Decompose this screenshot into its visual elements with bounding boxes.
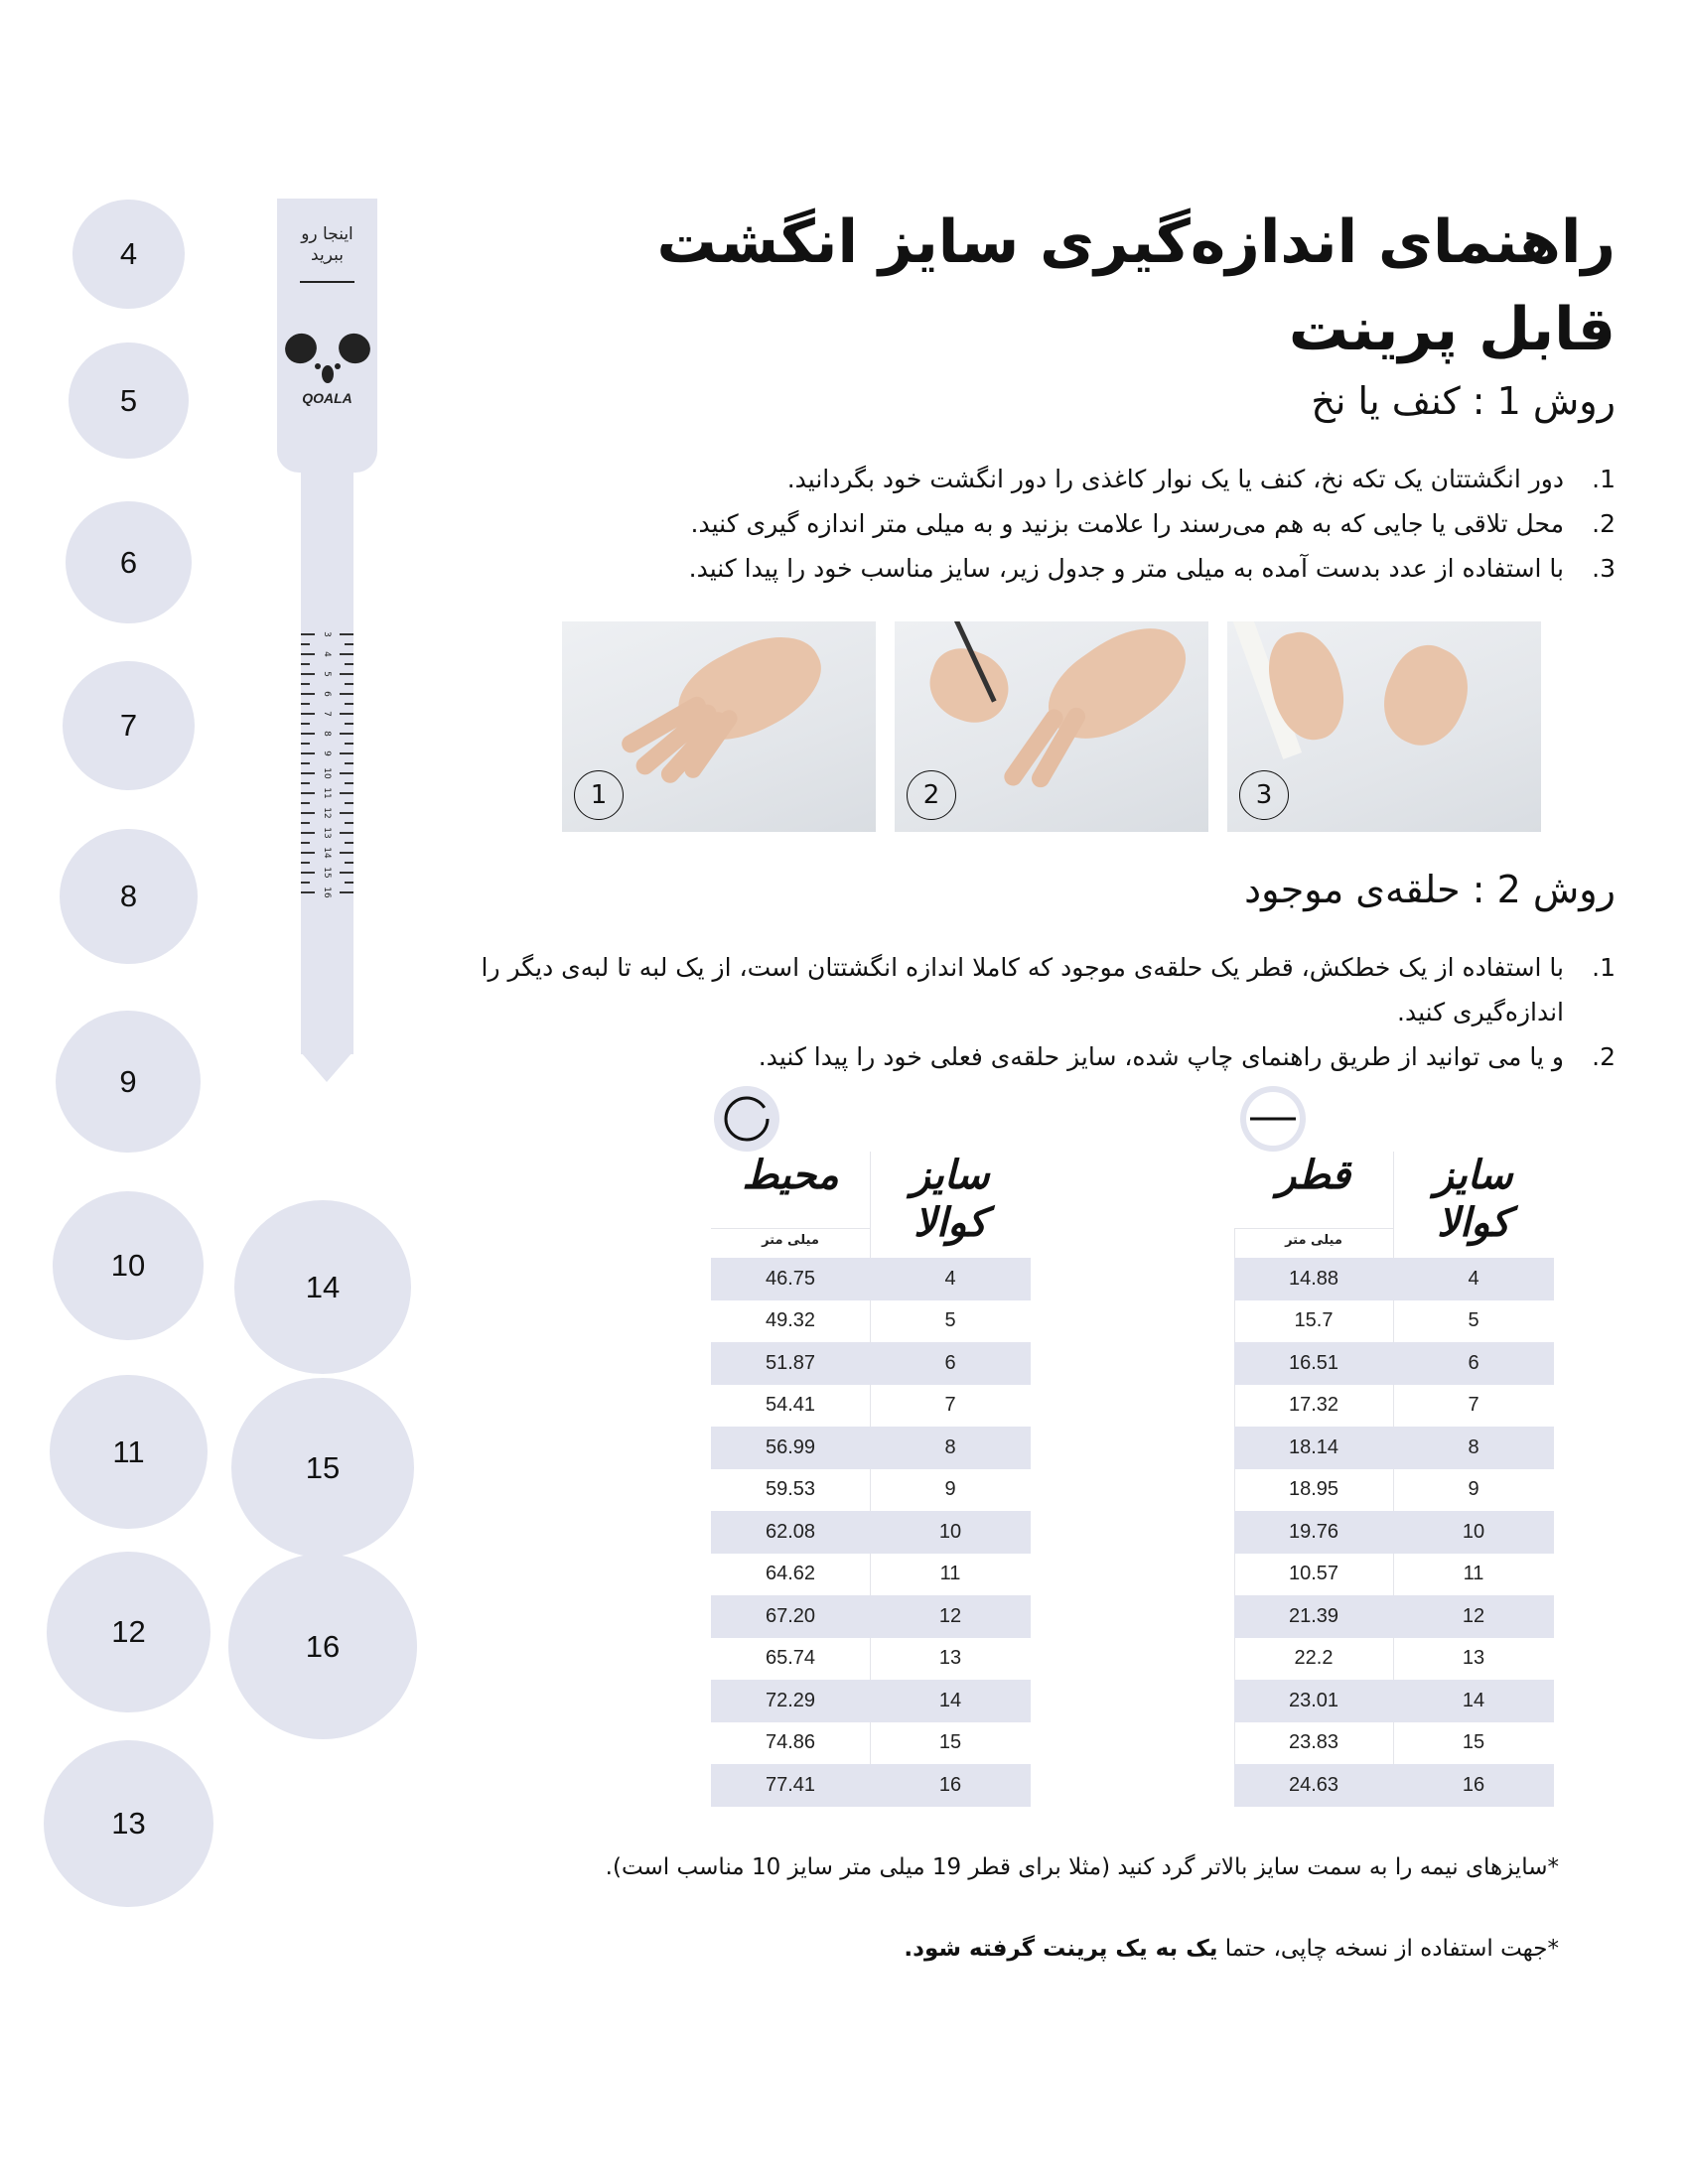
table-row [711,1638,1031,1681]
unit-label: میلی متر [762,1233,819,1248]
ring-circle-16 [228,1554,417,1739]
cell-size: 13 [938,1647,962,1670]
table-row [1234,1595,1554,1638]
cell-value: 49.32 [765,1309,816,1332]
cell-value: 74.86 [765,1731,816,1754]
ring-circle-14 [234,1200,411,1374]
column-header-diameter: قطر [1276,1153,1350,1198]
ring-circle-label: 5 [119,382,138,418]
koala-logo-icon [284,331,371,388]
step-text: و یا می توانید از طریق راهنمای چاپ شده، سایز حلقه‌ی فعلی خود را پیدا کنید. [758,1042,1564,1071]
scale-mark: 12 [322,807,332,819]
page-title [656,199,1616,373]
step-number: 1. [1592,953,1616,982]
ring-circle-label: 13 [111,1806,146,1841]
ring-circle-5 [69,342,189,459]
cell-size: 11 [1463,1563,1484,1585]
step-item [523,457,1616,501]
ring-circle-label: 9 [119,1063,137,1099]
cell-size: 15 [938,1731,962,1754]
step-item [464,1034,1616,1079]
table-row [1234,1427,1554,1469]
cell-value: 54.41 [765,1394,816,1417]
cell-value: 21.39 [1288,1604,1339,1627]
table-row [1234,1342,1554,1385]
step-text: دور انگشتتان یک تکه نخ، کنف یا یک نوار کاغذی را دور انگشت خود بگردانید. [786,465,1564,493]
cell-size: 9 [944,1478,956,1501]
cell-size: 4 [944,1267,956,1290]
table-row [1234,1300,1554,1343]
ring-circle-6 [66,501,192,623]
scale-mark: 9 [322,751,332,756]
cell-size: 10 [938,1520,962,1543]
step-item [464,945,1616,1034]
scale-mark: 6 [322,691,332,697]
scale-mark: 7 [322,711,332,717]
method1-steps [523,457,1616,591]
ring-circle-9 [56,1011,201,1153]
unit-label: میلی متر [1285,1233,1342,1248]
cell-size: 10 [1462,1520,1485,1543]
ring-circle-label: 12 [111,1614,146,1649]
cell-value: 56.99 [765,1435,816,1458]
step-text: با استفاده از عدد بدست آمده به میلی متر و جدول زیر، سایز مناسب خود را پیدا کنید. [688,554,1564,583]
print-note-prefix: *جهت استفاده از نسخه چاپی، حتما [1217,1936,1559,1962]
header-line: سایز [1434,1153,1513,1198]
cell-value: 67.20 [765,1604,816,1627]
cell-size: 7 [944,1394,956,1417]
table-row [711,1427,1031,1469]
step-number: 1. [1592,465,1616,493]
table-row [1234,1258,1554,1300]
ring-circle-8 [60,829,198,964]
ring-circle-13 [44,1740,213,1907]
table-row [711,1300,1031,1343]
ring-circle-11 [50,1375,208,1529]
table-row [1234,1554,1554,1596]
column-header-size [1393,1152,1554,1247]
step-number: 2. [1592,509,1616,538]
method1-heading: روش 1 : کنف یا نخ [1311,379,1616,423]
cell-value: 72.29 [765,1689,816,1711]
header-line: کوالا [914,1200,987,1246]
cell-size: 8 [1468,1435,1479,1458]
ring-circle-4 [72,200,185,309]
table-row [711,1764,1031,1807]
cell-value: 23.83 [1288,1731,1339,1754]
header-line: سایز [911,1153,990,1198]
table-row [711,1342,1031,1385]
cell-value: 46.75 [765,1267,816,1290]
step-text: با استفاده از یک خطکش، قطر یک حلقه‌ی موجود که کاملا اندازه انگشتتان است، از یک لبه تا لبه‌ی دیگر را اندازه‌گیری کنید. [481,953,1564,1026]
scale-mark: 11 [322,787,332,799]
cell-value: 23.01 [1288,1689,1339,1711]
step-photo-2 [895,621,1208,832]
cell-value: 10.57 [1288,1563,1339,1585]
scale-mark: 8 [322,731,332,737]
cell-size: 11 [939,1563,961,1585]
table-row [1234,1680,1554,1722]
cell-value: 19.76 [1288,1520,1339,1543]
cell-value: 17.32 [1288,1394,1339,1417]
table-row [711,1258,1031,1300]
header-line: کوالا [1437,1200,1510,1246]
column-header-circumference: محیط [742,1153,839,1198]
ring-circle-label: 14 [305,1269,341,1304]
ring-circle-label: 11 [112,1433,145,1469]
cell-size: 9 [1468,1478,1479,1501]
table-row [1234,1764,1554,1807]
ring-circle-15 [231,1378,414,1558]
step-badge: 1 [574,770,624,820]
brand-name: QOALA [302,390,352,406]
table-row [711,1469,1031,1512]
column-header-size [870,1152,1031,1247]
cell-size: 13 [1462,1647,1485,1670]
title-line1: راهنمای اندازه‌گیری سایز انگشت [656,207,1616,277]
cell-value: 24.63 [1288,1773,1339,1796]
print-note-emphasis: یک به یک پرینت گرفته شود. [904,1936,1218,1962]
ring-circle-label: 6 [119,544,138,580]
scale-mark: 5 [322,671,332,677]
rounding-note: *سایزهای نیمه را به سمت سایز بالاتر گرد کنید (مثلا برای قطر 19 میلی متر سایز 10 مناسب است). [605,1854,1559,1880]
cell-value: 18.14 [1288,1435,1339,1458]
cell-size: 7 [1468,1394,1479,1417]
step-number: 2. [1592,1042,1616,1071]
method2-heading: روش 2 : حلقه‌ی موجود [1244,868,1616,911]
cell-size: 12 [1462,1604,1485,1627]
cut-line [300,281,354,283]
step-photo-3 [1227,621,1541,832]
ring-circle-12 [47,1552,211,1712]
ring-circle-label: 7 [119,708,138,743]
ruler-scale [301,633,353,901]
scale-mark: 10 [322,767,332,779]
table-row [1234,1385,1554,1428]
table-row [711,1595,1031,1638]
ring-circle-label: 8 [119,879,138,913]
ruler-tip [301,1052,352,1082]
cell-value: 59.53 [765,1478,816,1501]
table-row [1234,1722,1554,1765]
cell-value: 14.88 [1288,1267,1339,1290]
diameter-table [1234,1152,1554,1807]
cell-value: 65.74 [765,1647,816,1670]
scale-mark: 3 [322,631,332,637]
scale-mark: 13 [322,827,332,839]
scale-mark: 14 [322,847,332,859]
cell-size: 14 [938,1689,962,1711]
scale-mark: 4 [322,651,332,657]
cell-value: 62.08 [765,1520,816,1543]
cut-label-line2: ببرید [311,245,344,265]
title-line2: قابل پرینت [1288,295,1616,364]
ring-circle-label: 15 [305,1449,341,1485]
print-note [904,1936,1559,1962]
scale-mark: 15 [322,867,332,879]
table-row [1234,1511,1554,1554]
cell-size: 12 [938,1604,962,1627]
cell-size: 6 [1468,1351,1479,1374]
step-badge: 3 [1239,770,1289,820]
table-row [1234,1638,1554,1681]
circumference-icon [714,1086,779,1152]
ring-circle-label: 4 [119,236,138,271]
cell-size: 16 [1462,1773,1485,1796]
table-row [711,1722,1031,1765]
cell-size: 5 [1468,1309,1479,1332]
step-number: 3. [1592,554,1616,583]
cell-value: 77.41 [765,1773,816,1796]
table-row [1234,1469,1554,1512]
cut-label-line1: اینجا رو [301,224,353,244]
method2-steps [464,945,1616,1079]
cut-here-label [277,224,377,266]
ring-circle-10 [53,1191,204,1340]
cell-size: 5 [944,1309,956,1332]
cell-size: 6 [944,1351,956,1374]
ring-circle-label: 10 [110,1248,146,1283]
step-text: محل تلاقی یا جایی که به هم می‌رسند را علامت بزنید و به میلی متر اندازه گیری کنید. [690,509,1564,538]
table-row [711,1554,1031,1596]
cell-size: 16 [938,1773,962,1796]
diameter-icon [1240,1086,1306,1152]
step-item [523,501,1616,546]
cell-size: 14 [1462,1689,1485,1711]
cell-value: 22.2 [1294,1647,1334,1670]
step-badge: 2 [907,770,956,820]
scale-mark: 16 [322,887,332,898]
cell-value: 16.51 [1288,1351,1339,1374]
circumference-table [711,1152,1031,1807]
cell-value: 51.87 [765,1351,816,1374]
table-row [711,1680,1031,1722]
ring-circle-7 [63,661,195,790]
step-photo-1 [562,621,876,832]
cell-value: 64.62 [765,1563,816,1585]
step-item [523,546,1616,591]
cell-size: 4 [1468,1267,1479,1290]
cell-value: 15.7 [1294,1309,1334,1332]
table-row [711,1385,1031,1428]
table-row [711,1511,1031,1554]
ring-circle-label: 16 [305,1628,341,1664]
cell-size: 15 [1462,1731,1485,1754]
cell-size: 8 [944,1435,956,1458]
cell-value: 18.95 [1288,1478,1339,1501]
